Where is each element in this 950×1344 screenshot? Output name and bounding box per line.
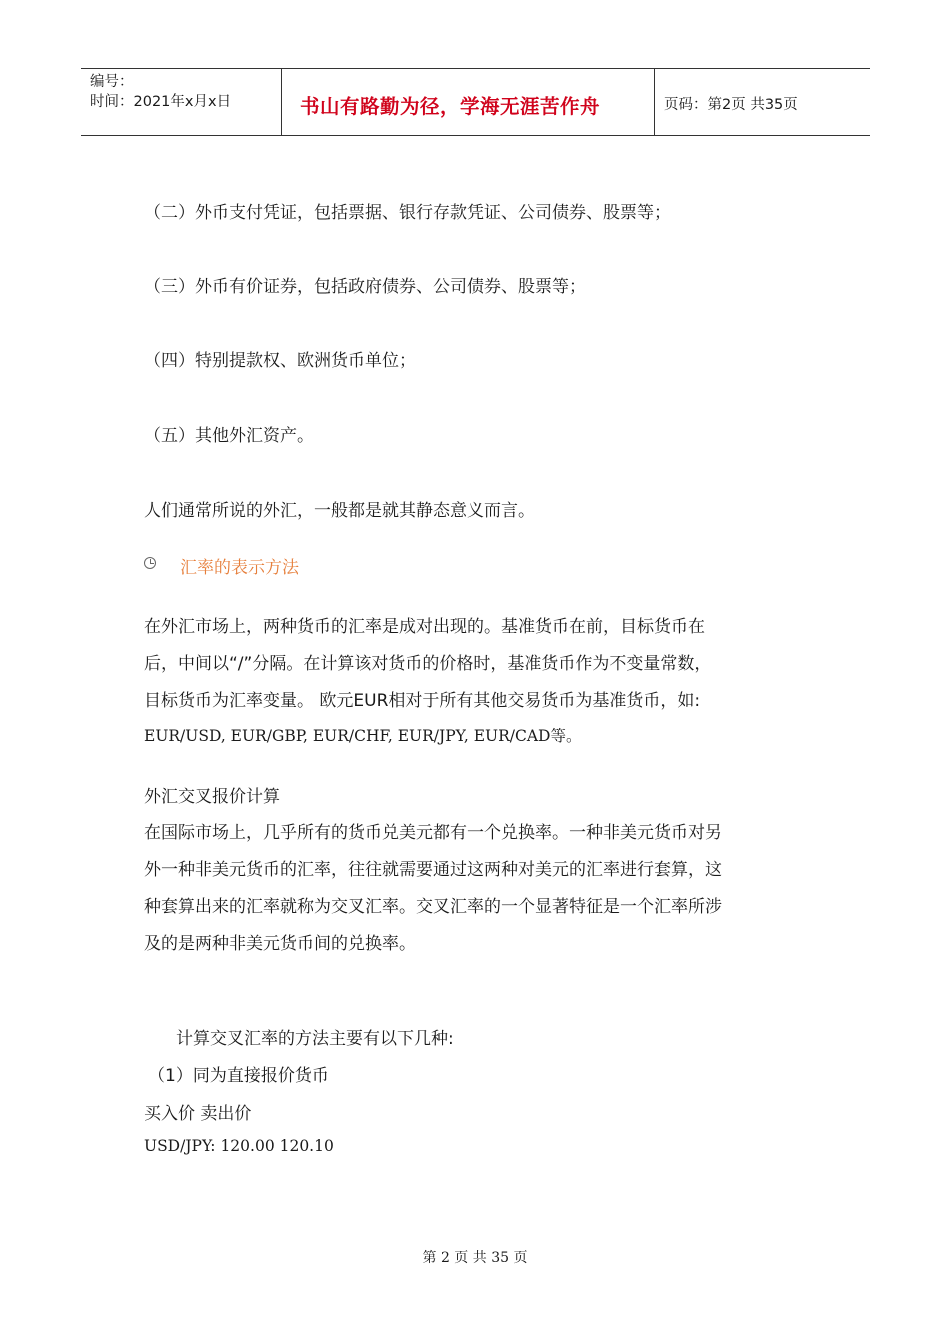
paragraph-line: 外一种非美元货币的汇率，往往就需要通过这两种对美元的汇率进行套算，这	[144, 860, 722, 880]
clock-icon	[144, 557, 156, 569]
static-meaning-text: 人们通常所说的外汇，一般都是就其静态意义而言。	[144, 501, 535, 521]
header-page-info: 页码：第2页 共35页	[664, 97, 798, 113]
list-item-5: （五）其他外汇资产。	[144, 426, 314, 446]
page-footer: 第 2 页 共 35 页	[422, 1250, 528, 1266]
header-motto-cell	[282, 69, 655, 135]
header-number: 编号：	[90, 74, 134, 90]
paragraph-line: 后，中间以“/”分隔。在计算该对货币的价格时，基准货币作为不变量常数，	[144, 654, 712, 674]
list-item-4: （四）特别提款权、欧洲货币单位；	[144, 351, 416, 371]
list-item-2: （二）外币支付凭证，包括票据、银行存款凭证、公司债券、股票等；	[144, 203, 671, 223]
header-page-cell	[655, 69, 870, 135]
paragraph-line: EUR/USD, EUR/GBP, EUR/CHF, EUR/JPY, EUR/CAD等。	[144, 727, 582, 745]
paragraph-line: 目标货币为汇率变量。 欧元EUR相对于所有其他交易货币为基准货币，如:	[144, 691, 701, 711]
method-1: （1）同为直接报价货币	[148, 1066, 329, 1086]
paragraph-line: 种套算出来的汇率就称为交叉汇率。交叉汇率的一个显著特征是一个汇率所涉	[144, 897, 722, 917]
cross-rate-heading: 外汇交叉报价计算	[144, 787, 280, 807]
usdjpy-quote: USD/JPY: 120.00 120.10	[144, 1137, 334, 1155]
paragraph-line: 及的是两种非美元货币间的兑换率。	[144, 934, 416, 954]
bid-ask-label: 买入价 卖出价	[144, 1104, 252, 1124]
paragraph-line: 在外汇市场上，两种货币的汇率是成对出现的。基准货币在前，目标货币在	[144, 617, 705, 637]
page-header	[81, 68, 870, 136]
methods-intro: 计算交叉汇率的方法主要有以下几种:	[176, 1029, 454, 1049]
header-motto: 书山有路勤为径，学海无涯苦作舟	[300, 95, 601, 118]
header-time: 时间：2021年x月x日	[90, 94, 232, 110]
paragraph-line: 在国际市场上，几乎所有的货币兑美元都有一个兑换率。一种非美元货币对另	[144, 823, 722, 843]
header-meta-cell	[81, 69, 282, 135]
section-heading: 汇率的表示方法	[180, 558, 299, 578]
list-item-3: （三）外币有价证券，包括政府债券、公司债券、股票等；	[144, 277, 586, 297]
